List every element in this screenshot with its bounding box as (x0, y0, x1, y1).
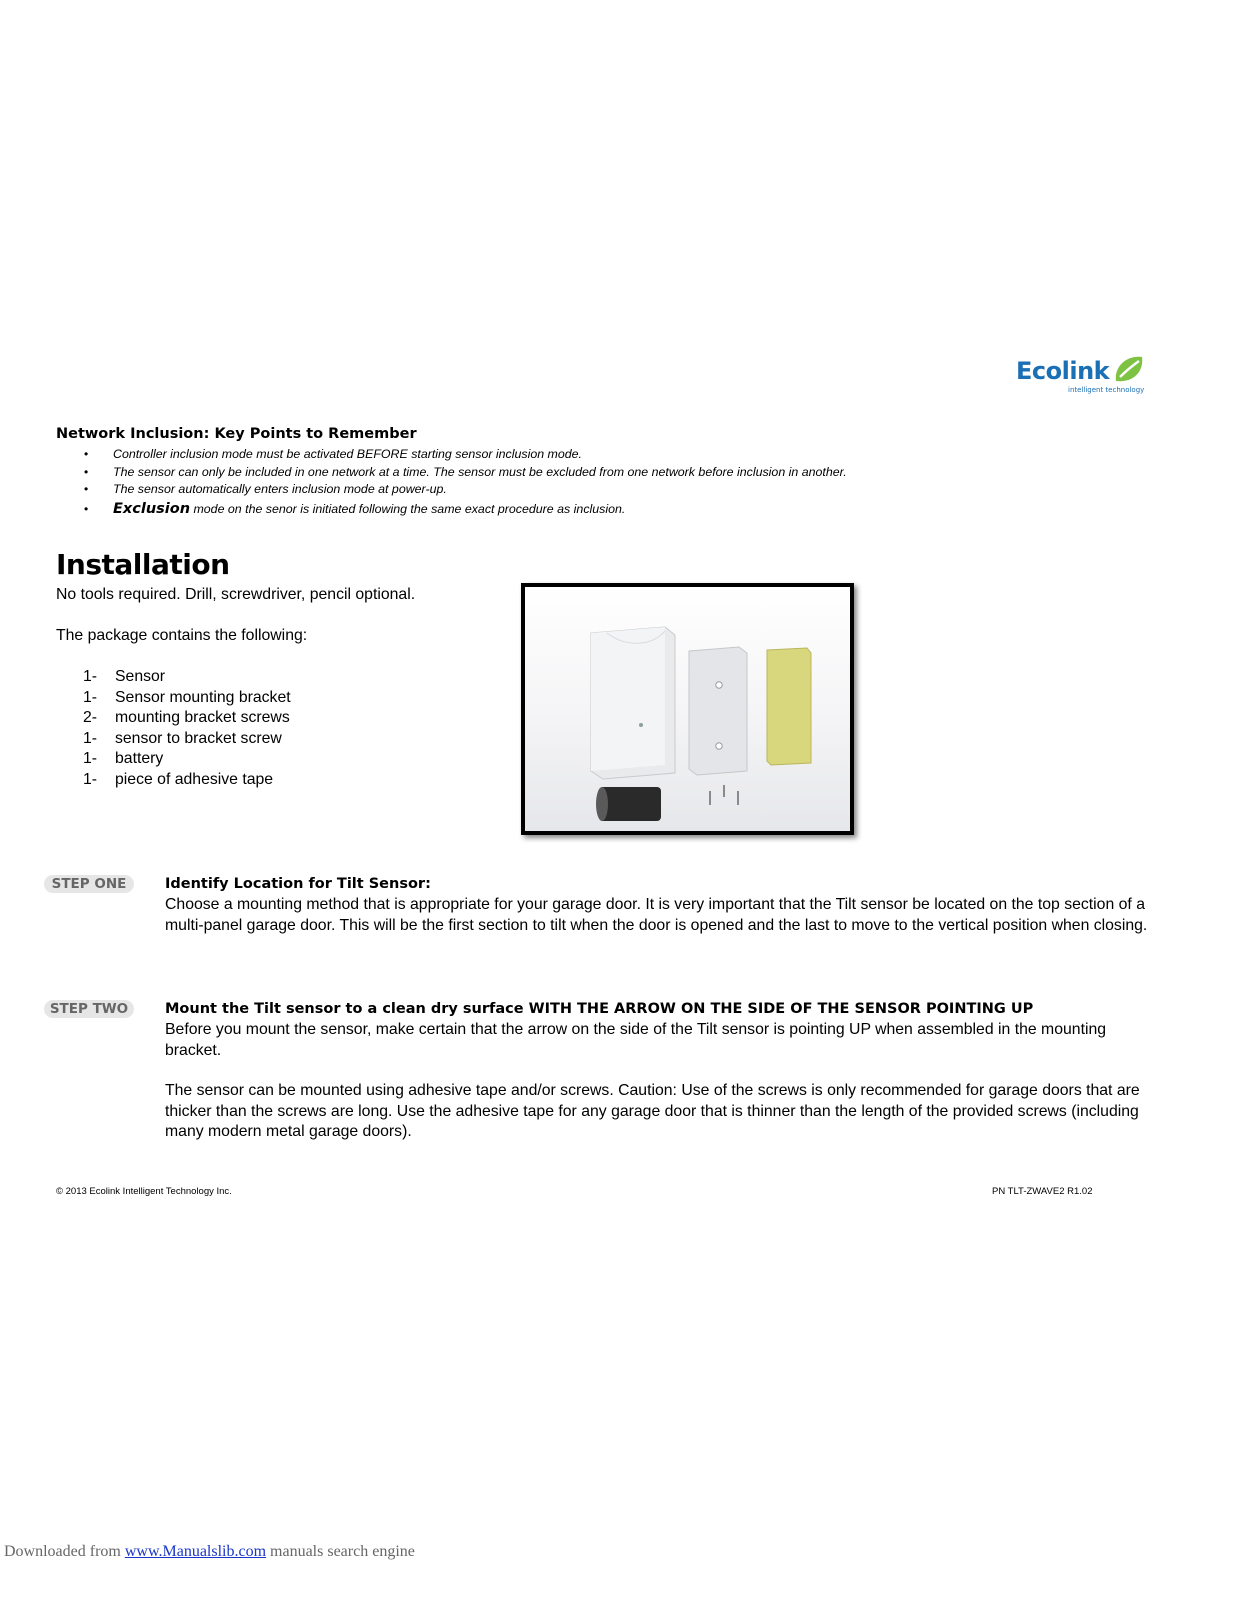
package-item (83, 749, 291, 770)
copyright-text: © 2013 Ecolink Intelligent Technology Inc. (56, 1186, 232, 1197)
list-item: • The sensor automatically enters inclusion mode at power-up. (56, 481, 847, 499)
package-contents-photo (521, 583, 854, 835)
step-two-badge: STEP TWO (44, 1000, 134, 1018)
package-qty: 2- (83, 709, 98, 726)
sensor-front (591, 627, 665, 771)
bracket-hole (716, 743, 722, 749)
package-name: Sensor mounting bracket (115, 688, 291, 706)
battery (599, 787, 661, 821)
package-item (83, 708, 291, 729)
step-one-title: Identify Location for Tilt Sensor: (165, 876, 431, 892)
part-number: PN TLT-ZWAVE2 R1.02 (992, 1186, 1093, 1197)
sensor-led (639, 723, 643, 727)
mounting-bracket (689, 647, 747, 775)
ecolink-logo (1016, 353, 1156, 403)
logo-tagline: intelligent technology (1068, 386, 1145, 394)
package-list (83, 667, 291, 790)
step-two-title: Mount the Tilt sensor to a clean dry surface WITH THE ARROW ON THE SIDE OF THE SENSOR POINTING UP (165, 1001, 1034, 1017)
bracket-hole (716, 682, 722, 688)
adhesive-tape (767, 648, 811, 765)
step-two-body-caution: The sensor can be mounted using adhesive tape and/or screws. Caution: Use of the screws is only recommended for garage doors that are thicker than the screws are long. Use the adhesive tape for any garage door that is thinner than the length of the provided screws (including many modern metal garage doors). (165, 1082, 1140, 1140)
package-name: battery (115, 750, 164, 767)
package-intro: The package contains the following: (56, 627, 308, 644)
exclusion-word: Exclusion (113, 500, 191, 517)
download-prefix: Downloaded from (4, 1543, 125, 1560)
network-inclusion-heading: Network Inclusion: Key Points to Remember (56, 426, 417, 442)
package-qty: 1- (83, 668, 98, 685)
tools-text: No tools required. Drill, screwdriver, pencil optional. (56, 586, 416, 603)
installation-title: Installation (56, 548, 230, 581)
exclusion-text: mode on the senor is initiated following the same exact procedure as inclusion. (190, 501, 626, 516)
package-name: mounting bracket screws (115, 709, 290, 726)
step-two-body: Before you mount the sensor, make certain that the arrow on the side of the Tilt sensor is pointing UP when assembled in the mounting bracket. (165, 1021, 1107, 1059)
package-name: Sensor (115, 668, 166, 685)
network-points-list (56, 446, 847, 518)
step-one-body: Choose a mounting method that is appropriate for your garage door. It is very important that the Tilt sensor be located on the top section of a multi-panel garage door. This will be the first section to tilt when the door is opened and the last to move to the vertical position when closing. (165, 896, 1148, 934)
step-one-badge: STEP ONE (44, 875, 134, 893)
package-item (83, 667, 291, 688)
manualslib-link[interactable]: www.Manualslib.com (124, 1543, 267, 1560)
package-name: piece of adhesive tape (115, 770, 274, 788)
leaf-icon (1112, 353, 1148, 387)
package-item (83, 729, 291, 750)
download-suffix: manuals search engine (266, 1543, 415, 1560)
package-contents-illustration (525, 587, 850, 831)
list-item: • The sensor can only be included in one network at a time. The sensor must be excluded from one network before inclusion in another. (56, 464, 847, 482)
download-watermark (4, 1543, 415, 1561)
list-item-exclusion (56, 501, 847, 519)
package-item (83, 688, 291, 709)
package-qty: 1- (83, 729, 98, 747)
package-item (83, 770, 291, 791)
logo-wordmark: Ecolink (1016, 357, 1110, 385)
package-name: sensor to bracket screw (115, 729, 282, 747)
package-qty: 1- (83, 688, 98, 706)
package-qty: 1- (83, 770, 98, 788)
list-item: • Controller inclusion mode must be activated BEFORE starting sensor inclusion mode. (56, 446, 847, 464)
package-qty: 1- (83, 750, 98, 767)
